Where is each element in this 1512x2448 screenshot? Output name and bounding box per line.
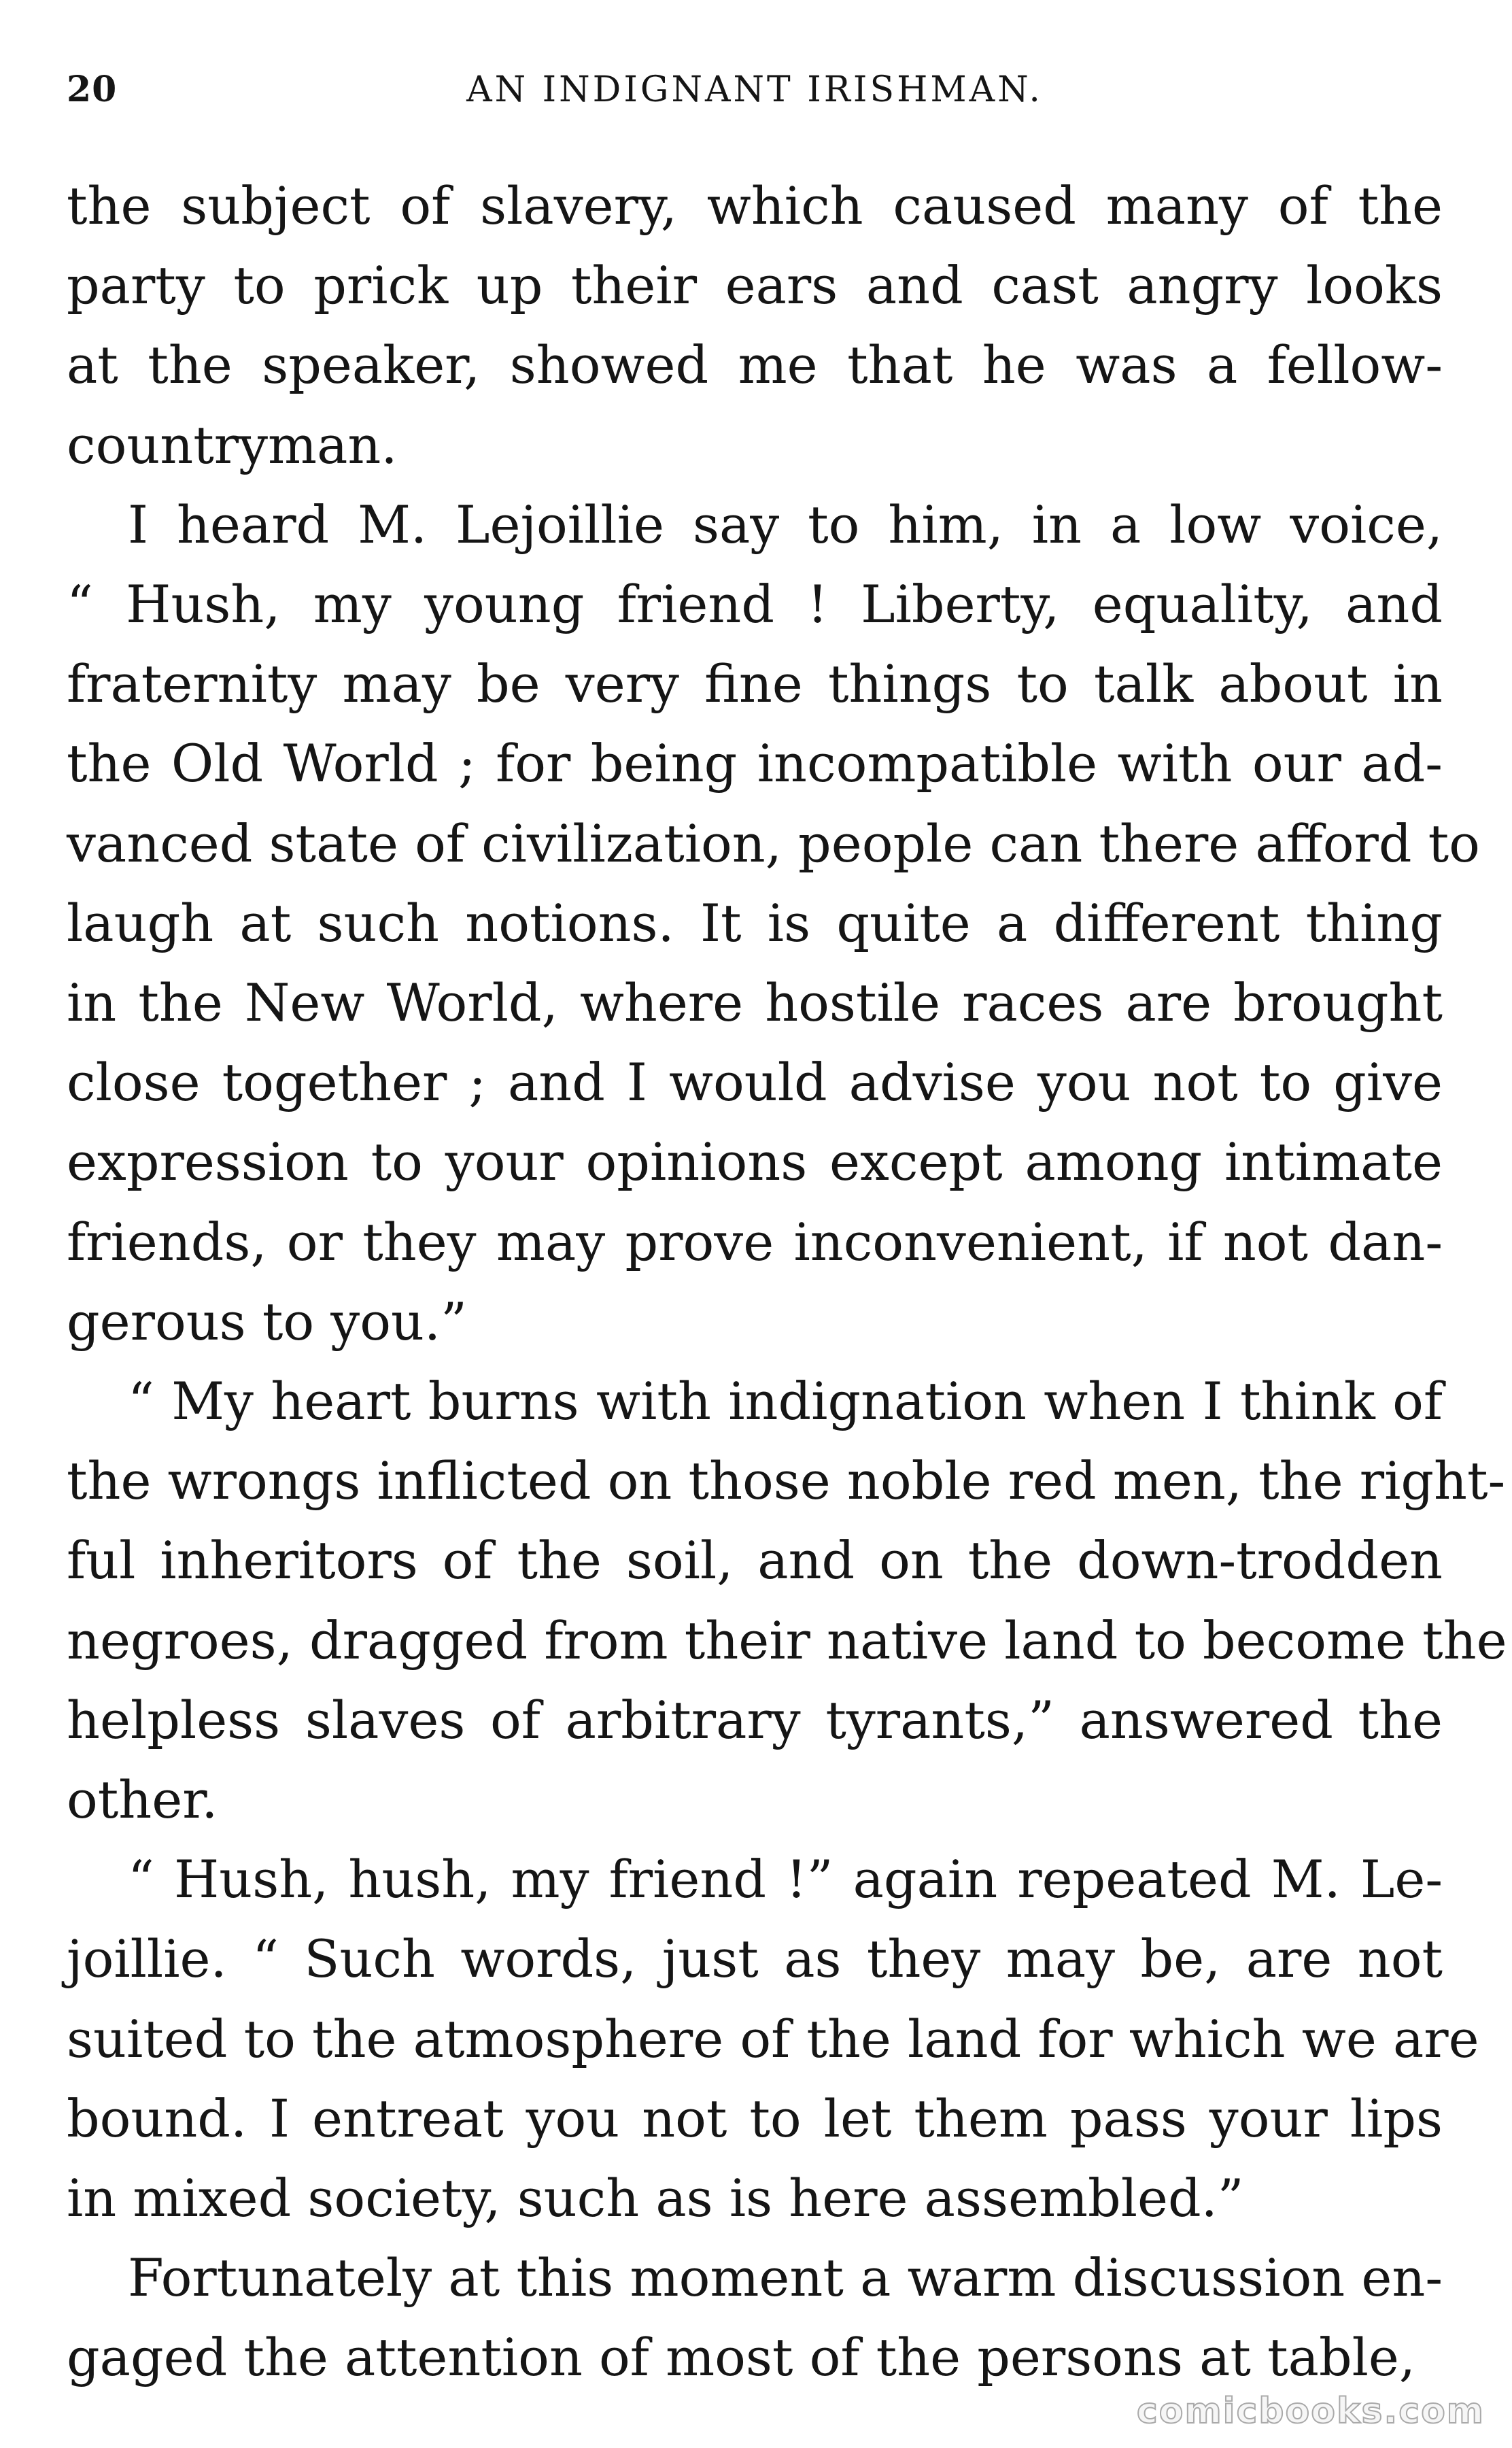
text-line: suited to the atmosphere of the land for which we are — [67, 2008, 1479, 2069]
text-line: in mixed society, such as is here assembled.” — [67, 2168, 1244, 2229]
text-line: gaged the attention of most of the persons at table, — [67, 2327, 1416, 2388]
text-line: friends, or they may prove inconvenient, if not dan- — [67, 1211, 1443, 1272]
text-line: fraternity may be very fine things to talk about in — [67, 653, 1443, 715]
text-line: expression to your opinions except among intimate — [67, 1132, 1443, 1193]
text-line: the subject of slavery, which caused many of the — [67, 175, 1443, 236]
paragraph — [67, 166, 1443, 485]
text-line: the Old World ; for being incompatible with our ad- — [67, 733, 1443, 794]
text-line: joillie. “ Such words, just as they may be, are not — [67, 1928, 1443, 1990]
watermark: comicbooks.com — [1136, 2391, 1485, 2432]
page-header — [67, 63, 1443, 117]
text-line: “ Hush, hush, my friend !” again repeated M. Le- — [128, 1849, 1443, 1910]
text-line: laugh at such notions. It is quite a different thing — [67, 892, 1443, 953]
text-line: vanced state of civilization, people can there afford to — [67, 813, 1480, 874]
text-line: in the New World, where hostile races are brought — [67, 972, 1443, 1034]
text-line: ful inheritors of the soil, and on the down-trodden — [67, 1530, 1443, 1591]
page-number: 20 — [67, 69, 118, 110]
paragraph — [67, 1839, 1479, 2238]
text-line: close together ; and I would advise you not to give — [67, 1052, 1443, 1113]
text-line: “ My heart burns with indignation when I think of — [128, 1371, 1443, 1432]
text-line: the wrongs inflicted on those noble red men, the right- — [67, 1450, 1506, 1512]
paragraph — [67, 485, 1480, 1361]
text-line: I heard M. Lejoillie say to him, in a low voice, — [128, 494, 1443, 555]
paragraph — [67, 1361, 1507, 1839]
text-line: negroes, dragged from their native land to become the — [67, 1610, 1507, 1671]
text-line: Fortunately at this moment a warm discussion en- — [128, 2247, 1443, 2309]
text-line: countryman. — [67, 414, 398, 475]
text-line: party to prick up their ears and cast angry looks — [67, 255, 1443, 316]
text-line: at the speaker, showed me that he was a fellow- — [67, 335, 1443, 396]
text-line: other. — [67, 1769, 218, 1831]
running-head: AN INDIGNANT IRISHMAN. — [466, 69, 1043, 110]
body-text — [67, 166, 1507, 2398]
text-line: helpless slaves of arbitrary tyrants,” answered the — [67, 1689, 1443, 1750]
text-line: “ Hush, my young friend ! Liberty, equality, and — [67, 574, 1443, 635]
text-line: bound. I entreat you not to let them pass your lips — [67, 2088, 1443, 2149]
text-line: gerous to you.” — [67, 1291, 467, 1352]
paragraph — [67, 2238, 1443, 2397]
